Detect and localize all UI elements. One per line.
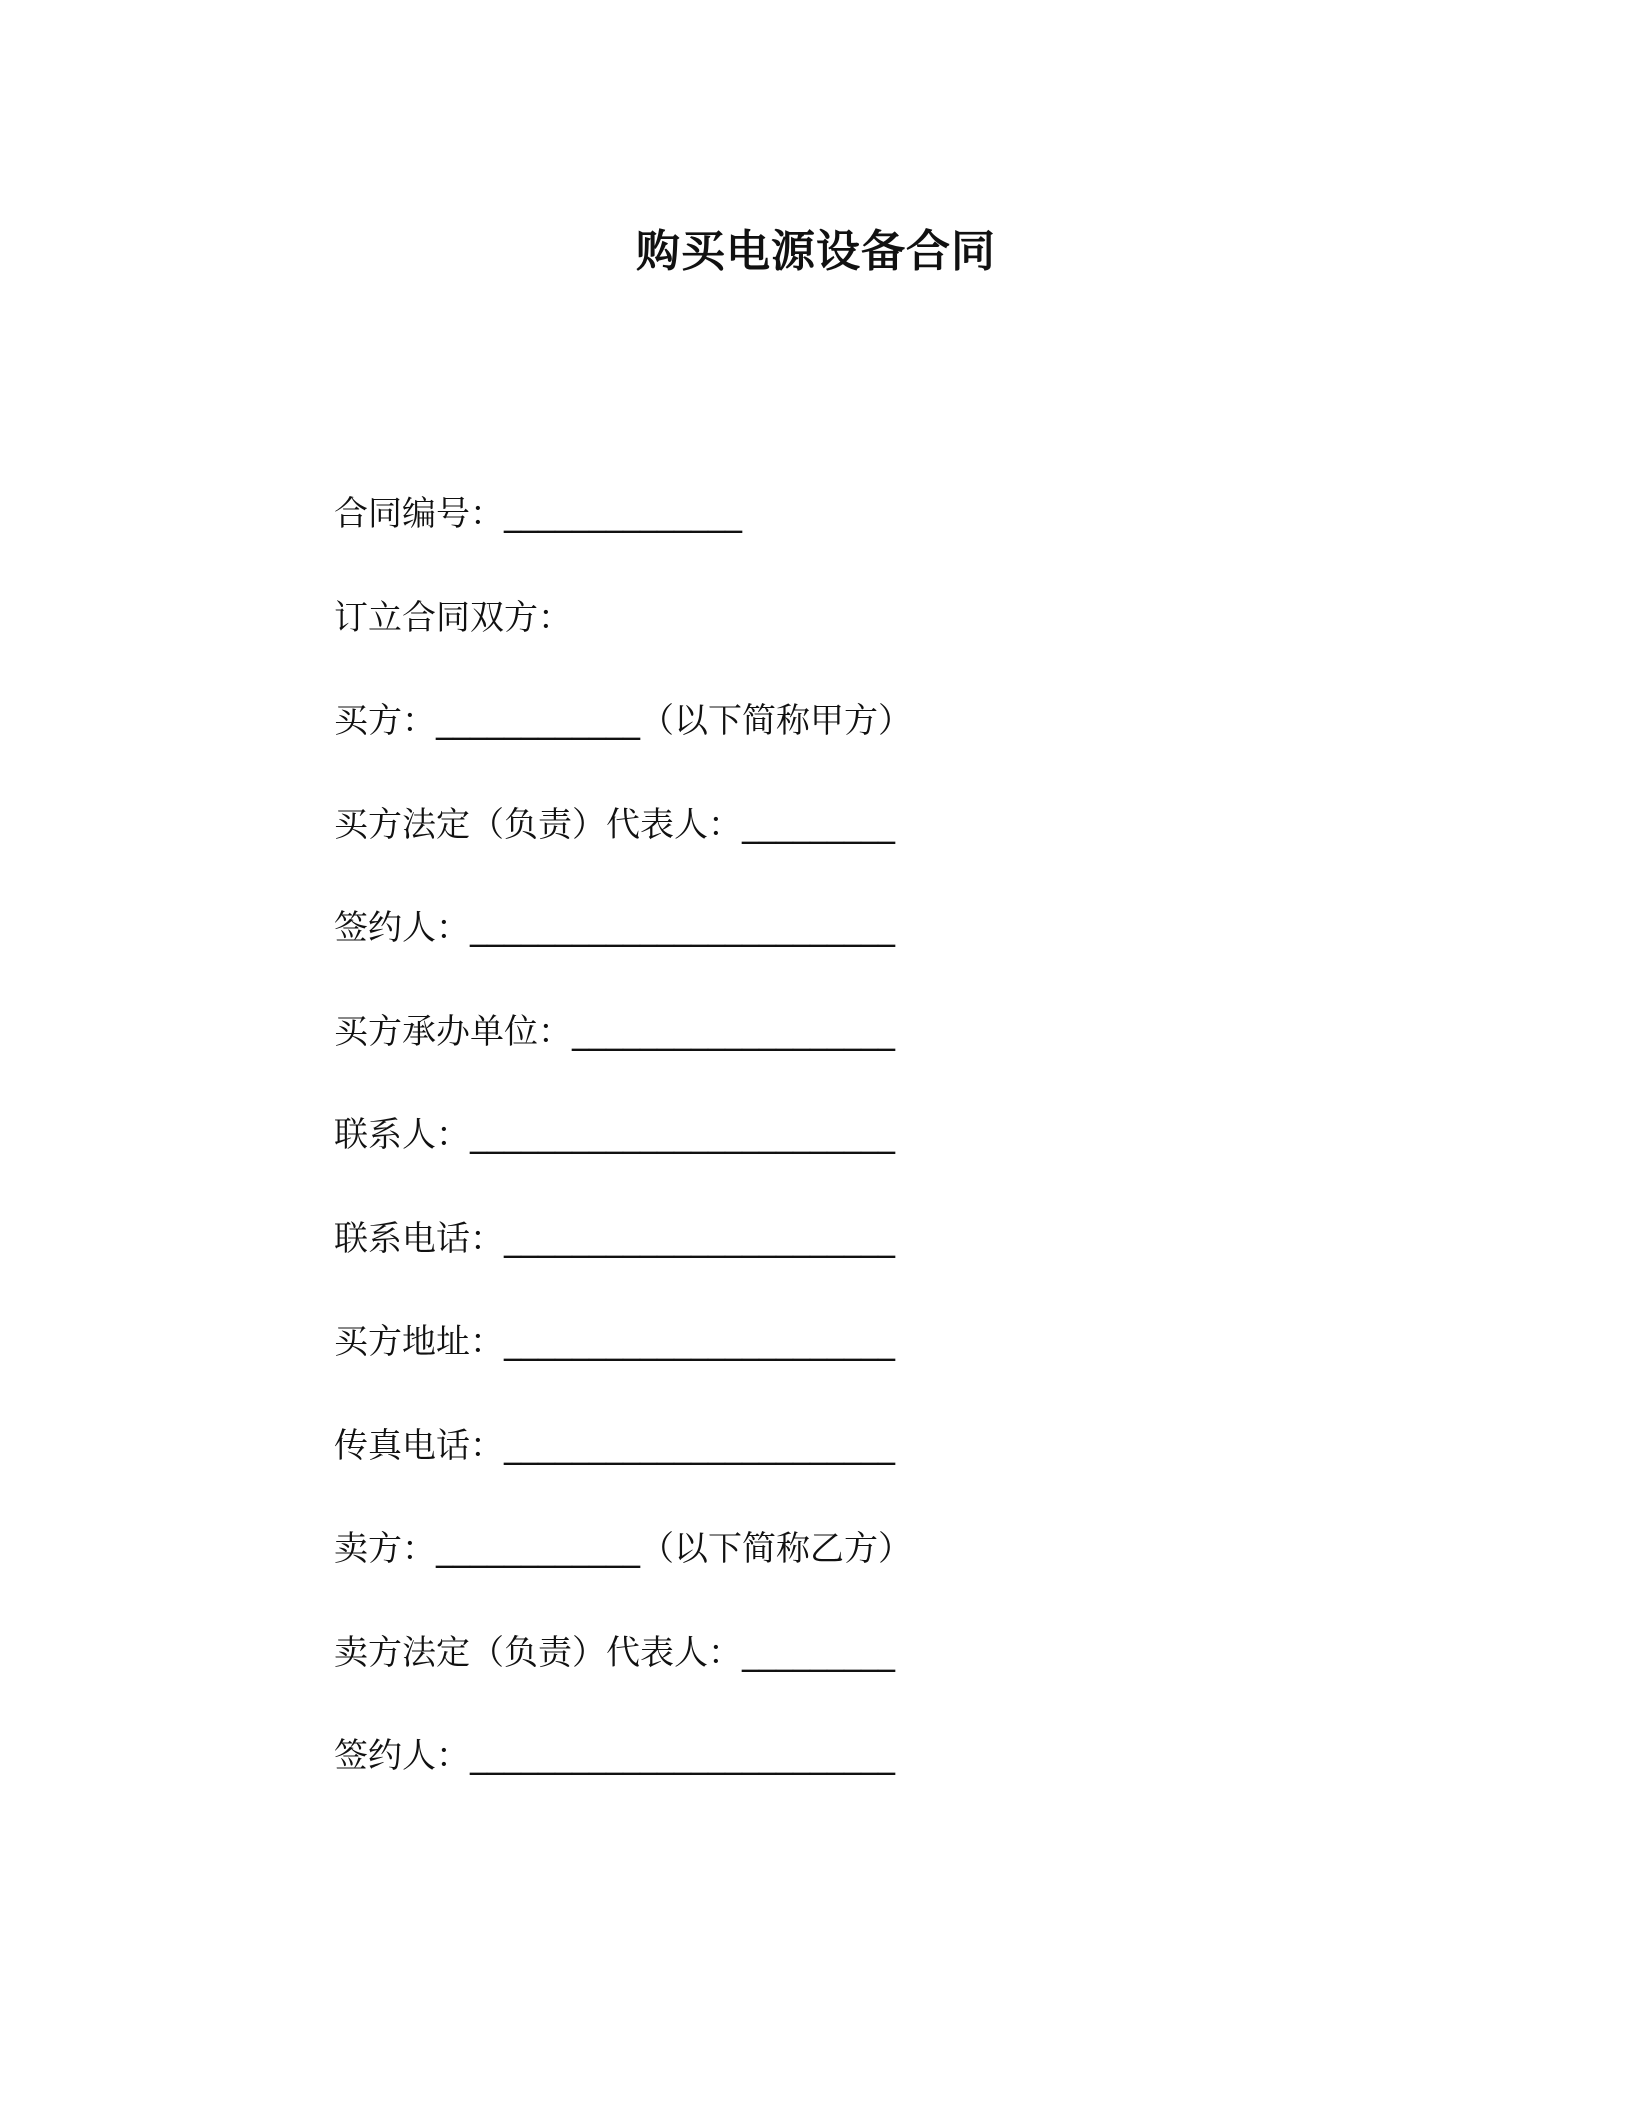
fax-phone-line: 传真电话：_______________________	[334, 1425, 895, 1466]
buyer-legal-representative-line: 买方法定（负责）代表人：_________	[334, 804, 895, 845]
buyer-handling-unit-line: 买方承办单位：___________________	[334, 1011, 895, 1052]
buyer-signatory-line: 签约人：_________________________	[334, 908, 895, 948]
seller-legal-representative-line: 卖方法定（负责）代表人：_________	[334, 1632, 895, 1673]
buyer-line: 买方：____________（以下简称甲方）	[334, 701, 912, 741]
document-title: 购买电源设备合同	[636, 226, 996, 277]
buyer-address-line: 买方地址：_______________________	[334, 1322, 895, 1362]
contract-number-line: 合同编号：______________	[334, 494, 742, 534]
seller-signatory-line: 签约人：_________________________	[334, 1736, 895, 1776]
contact-phone-line: 联系电话：_______________________	[334, 1218, 895, 1259]
contact-person-line: 联系人：_________________________	[334, 1115, 895, 1155]
contract-fields	[334, 490, 1534, 1836]
seller-line: 卖方：____________（以下简称乙方）	[334, 1529, 912, 1569]
contract-parties-line: 订立合同双方：	[334, 597, 572, 638]
